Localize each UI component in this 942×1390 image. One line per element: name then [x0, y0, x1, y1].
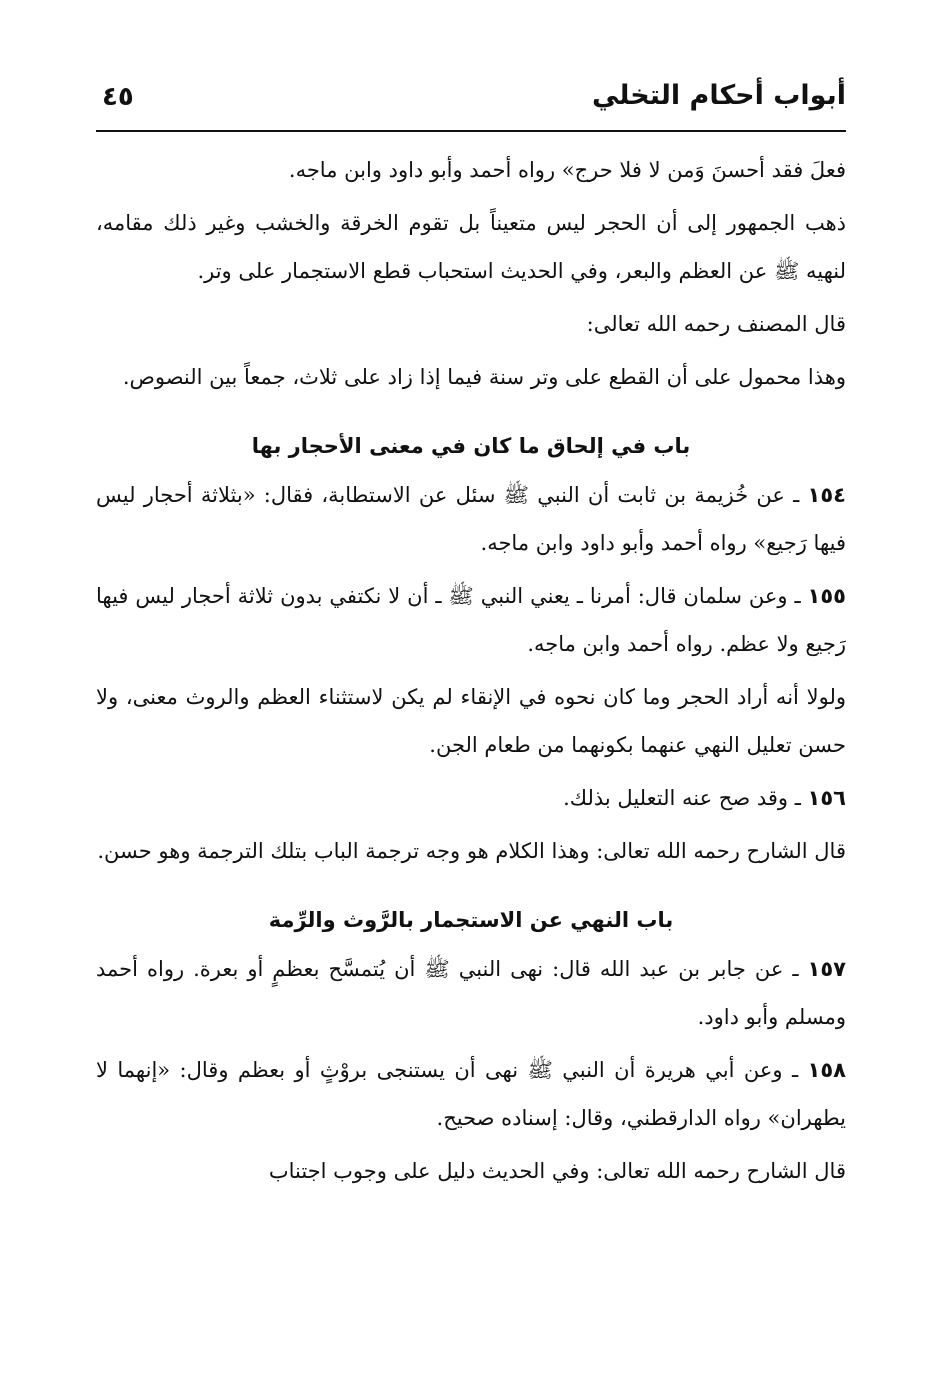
hadith-number: ١٥٧ — [807, 957, 846, 981]
hadith-number: ١٥٨ — [807, 1058, 846, 1082]
section-heading: باب في إلحاق ما كان في معنى الأحجار بها — [251, 434, 691, 458]
paragraph: قال الشارح رحمه الله تعالى: وهذا الكلام هو وجه ترجمة الباب بتلك الترجمة وهو حسن. — [97, 839, 846, 863]
body-text — [96, 146, 846, 1195]
page-header — [96, 72, 846, 132]
book-page — [96, 72, 846, 1200]
paragraph: وهذا محمول على أن القطع على وتر سنة فيما إذا زاد على ثلاث، جمعاً بين النصوص. — [122, 365, 846, 389]
hadith-text: ـ عن خُزيمة بن ثابت أن النبي ﷺ سئل عن الاستطابة، فقال: «بثلاثة أحجار ليس فيها رَجيع» رواه أحمد وأبو داود وابن ماجه. — [96, 483, 846, 555]
hadith-number: ١٥٦ — [807, 786, 846, 810]
hadith-text: ـ وعن سلمان قال: أمرنا ـ يعني النبي ﷺ ـ أن لا نكتفي بدون ثلاثة أحجار ليس فيها رَجيع ولا عظم. رواه أحمد وابن ماجه. — [96, 584, 846, 656]
hadith-text: ـ عن جابر بن عبد الله قال: نهى النبي ﷺ أن يُتمسَّح بعظمٍ أو بعرة. رواه أحمد ومسلم وأبو داود. — [96, 957, 846, 1029]
paragraph: ذهب الجمهور إلى أن الحجر ليس متعيناً بل تقوم الخرقة والخشب وغير ذلك مقامه، لنهيه ﷺ عن العظم والبعر، وفي الحديث استحباب قطع الاستجمار على وتر. — [96, 211, 846, 283]
paragraph: قال المصنف رحمه الله تعالى: — [586, 312, 846, 336]
paragraph: فعلَ فقد أحسنَ وَمن لا فلا حرج» رواه أحمد وأبو داود وابن ماجه. — [288, 158, 846, 182]
hadith-number: ١٥٤ — [807, 483, 846, 507]
hadith-paragraph — [96, 1046, 846, 1142]
hadith-text: ـ وقد صح عنه التعليل بذلك. — [563, 786, 808, 810]
hadith-paragraph — [96, 774, 846, 822]
hadith-paragraph — [96, 945, 846, 1041]
page-number: ٤٥ — [102, 82, 134, 112]
hadith-paragraph — [96, 572, 846, 668]
paragraph: ولولا أنه أراد الحجر وما كان نحوه في الإنقاء لم يكن لاستثناء العظم والروث معنى، ولا حسن تعليل النهي عنهما بكونهما من طعام الجن. — [96, 685, 847, 757]
hadith-paragraph — [96, 471, 846, 567]
running-title: أبواب أحكام التخلي — [591, 80, 846, 111]
hadith-number: ١٥٥ — [807, 584, 846, 608]
section-heading: باب النهي عن الاستجمار بالرَّوث والرِّمة — [268, 908, 674, 932]
hadith-text: ـ وعن أبي هريرة أن النبي ﷺ نهى أن يستنجى بروْثٍ أو بعظم وقال: «إنهما لا يطهران» رواه الدارقطني، وقال: إسناده صحيح. — [96, 1058, 846, 1130]
paragraph: قال الشارح رحمه الله تعالى: وفي الحديث دليل على وجوب اجتناب — [268, 1159, 846, 1183]
